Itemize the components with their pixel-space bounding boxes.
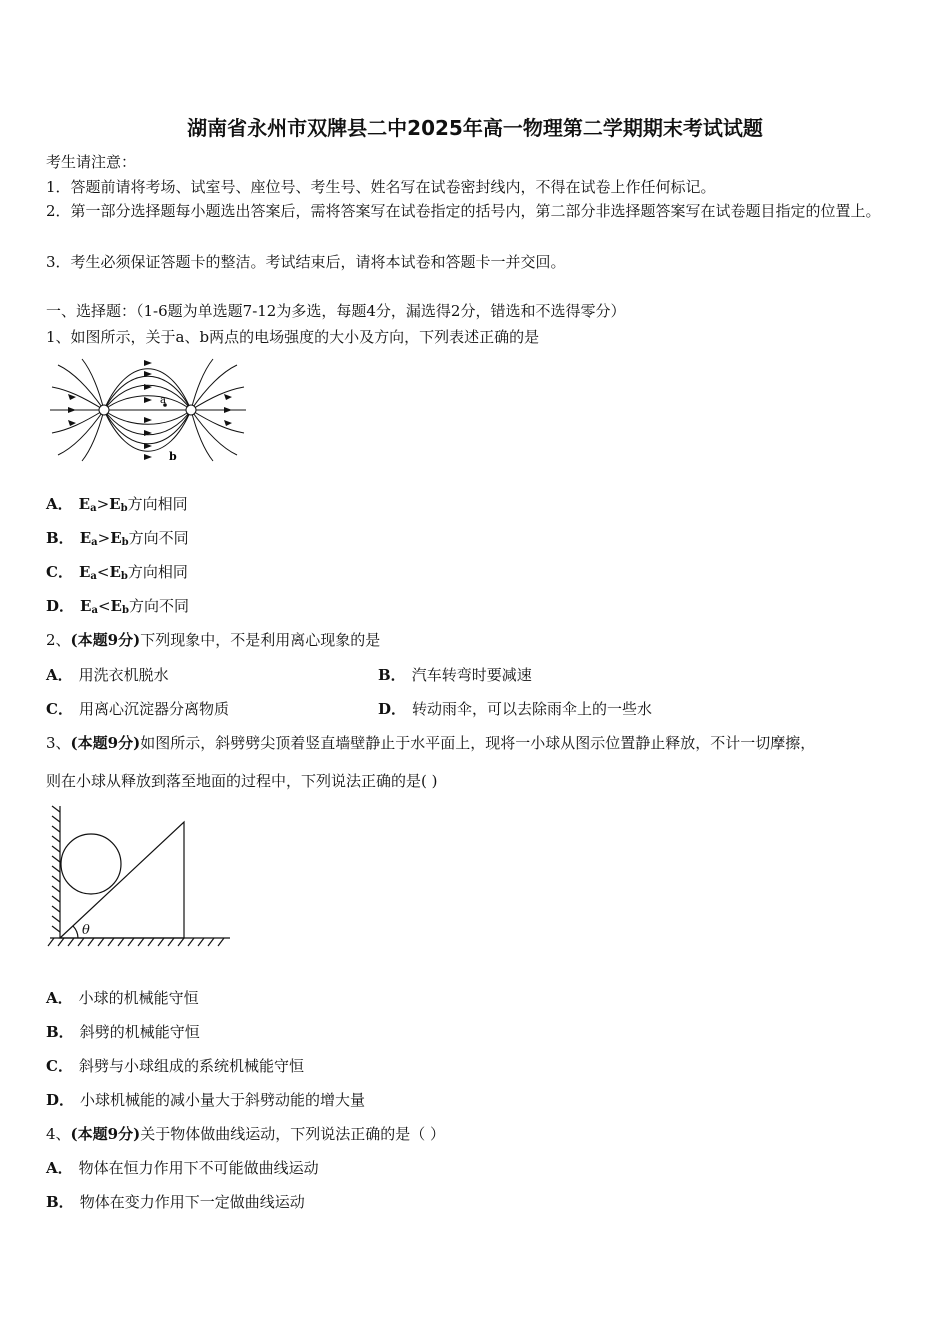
q1-option-c: C． $E_a<E_b$方向相同 [46,563,188,582]
q1-option-d: D． $E_a<E_b$方向不同 [46,597,189,616]
q2-option-d: D． 转动雨伞，可以去除雨伞上的一些水 [378,700,653,718]
q3-stem-line-1: 3、(本题9分)如图所示，斜劈劈尖顶着竖直墙壁静止于水平面上，现将一小球从图示位置静止释放，不计一切摩擦， [46,734,816,752]
q2-stem: 2、(本题9分)下列现象中，不是利用离心现象的是 [46,631,381,649]
notice-item-2: 2．第一部分选择题每小题选出答案后，需将答案写在试卷指定的括号内，第二部分非选择题答案写在试卷题目指定的位置上。 [46,202,881,220]
q4-stem: 4、(本题9分)关于物体做曲线运动，下列说法正确的是（ ） [46,1125,445,1143]
q1-field-figure [48,357,248,467]
section-heading: 一、选择题：（1-6题为单选题7-12为多选，每题4分，漏选得2分，错选和不选得零分） [46,302,626,320]
notice-item-3: 3．考生必须保证答题卡的整洁。考试结束后，请将本试卷和答题卡一并交回。 [46,253,566,271]
notice-item-1: 1．答题前请将考场、试室号、座位号、考生号、姓名写在试卷密封线内，不得在试卷上作任何标记。 [46,178,716,196]
q4-option-a: A． 物体在恒力作用下不可能做曲线运动 [46,1159,319,1177]
notice-heading: 考生请注意： [46,153,137,171]
q2-option-b: B． 汽车转弯时要减速 [378,666,532,684]
q3-option-d: D． 小球机械能的减小量大于斜劈动能的增大量 [46,1091,366,1109]
q1-option-a: A． $E_a>E_b$方向相同 [46,495,188,514]
q1-option-b: B． $E_a>E_b$方向不同 [46,529,189,548]
q2-option-c: C． 用离心沉淀器分离物质 [46,700,229,718]
q3-stem-line-2: 则在小球从释放到落至地面的过程中，下列说法正确的是( ) [46,772,438,790]
q3-option-b: B． 斜劈的机械能守恒 [46,1023,200,1041]
q3-option-a: A． 小球的机械能守恒 [46,989,199,1007]
q2-option-a: A． 用洗衣机脱水 [46,666,169,684]
q3-wedge-figure [44,802,234,952]
q2-options-row-1 [46,665,906,685]
q1-label-a: a [160,395,166,406]
q3-angle-label: θ [82,923,90,938]
q1-label-b: b [169,450,177,463]
q2-options-row-2 [46,699,906,719]
q3-option-c: C． 斜劈与小球组成的系统机械能守恒 [46,1057,304,1075]
q1-stem: 1、如图所示，关于a、b两点的电场强度的大小及方向，下列表述正确的是 [46,328,540,346]
q4-option-b: B． 物体在变力作用下一定做曲线运动 [46,1193,305,1211]
page-title: 湖南省永州市双牌县二中2025年高一物理第二学期期末考试试题 [187,116,763,140]
